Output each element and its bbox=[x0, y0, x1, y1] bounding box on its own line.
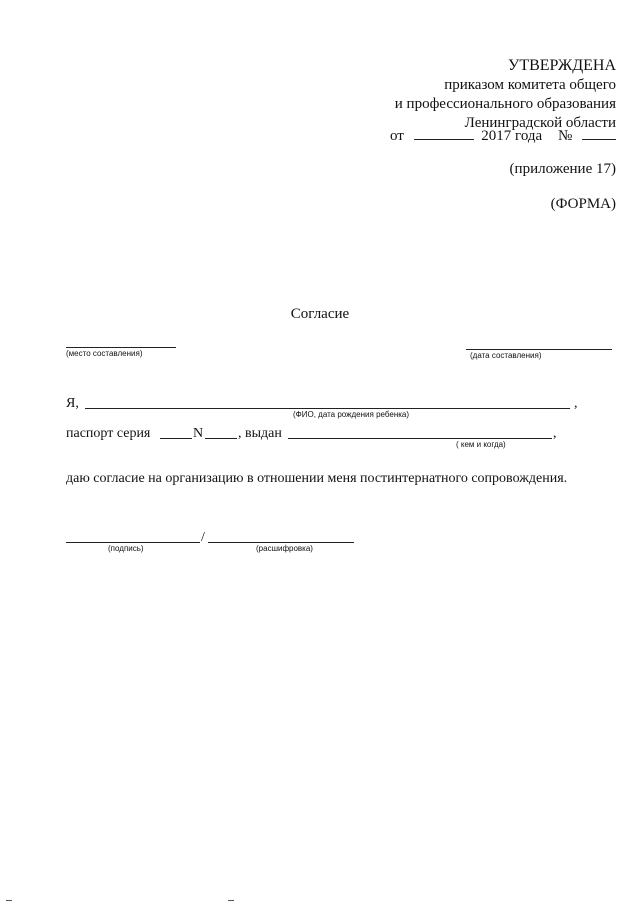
order-line-1: приказом комитета общего bbox=[444, 77, 616, 93]
signature-slash: / bbox=[201, 530, 205, 545]
place-caption: (место составления) bbox=[66, 349, 143, 358]
scan-mark-center bbox=[228, 900, 234, 901]
scan-mark-left bbox=[6, 900, 12, 901]
fio-field[interactable] bbox=[85, 408, 570, 409]
fio-caption: (ФИО, дата рождения ребенка) bbox=[293, 410, 410, 419]
date-year: 2017 года bbox=[481, 128, 543, 144]
date-prefix: от bbox=[389, 128, 404, 144]
passport-n-label: N bbox=[193, 426, 204, 441]
issued-end-comma: , bbox=[553, 426, 557, 441]
date-field[interactable] bbox=[466, 349, 612, 350]
consent-text: даю согласие на организацию в отношении меня постинтернатного сопровождения. bbox=[66, 471, 568, 486]
passport-series-label: паспорт серия bbox=[66, 426, 151, 441]
passport-series-field[interactable] bbox=[160, 438, 192, 439]
place-field[interactable] bbox=[66, 347, 176, 348]
date-caption: (дата составления) bbox=[470, 351, 542, 360]
issued-label: , выдан bbox=[238, 426, 282, 441]
number-sign: № bbox=[557, 128, 573, 144]
appendix-label: (приложение 17) bbox=[509, 161, 616, 177]
date-blank[interactable] bbox=[414, 127, 474, 140]
order-line-3: Ленинградской области bbox=[464, 115, 616, 131]
decoding-caption: (расшифровка) bbox=[256, 544, 313, 553]
signature-caption: (подпись) bbox=[108, 544, 144, 553]
number-blank[interactable] bbox=[582, 127, 616, 140]
form-label: (ФОРМА) bbox=[550, 196, 616, 212]
fio-end-comma: , bbox=[574, 396, 578, 411]
order-date-line bbox=[390, 127, 616, 146]
issued-caption: ( кем и когда) bbox=[456, 440, 506, 449]
document-title: Согласие bbox=[290, 306, 350, 322]
order-line-2: и профессионального образования bbox=[394, 96, 616, 112]
decoding-field[interactable] bbox=[208, 542, 354, 543]
approved-heading: УТВЕРЖДЕНА bbox=[507, 57, 616, 74]
passport-number-field[interactable] bbox=[205, 438, 237, 439]
issued-field[interactable] bbox=[288, 438, 552, 439]
i-label: Я, bbox=[66, 396, 79, 411]
signature-field[interactable] bbox=[66, 542, 200, 543]
